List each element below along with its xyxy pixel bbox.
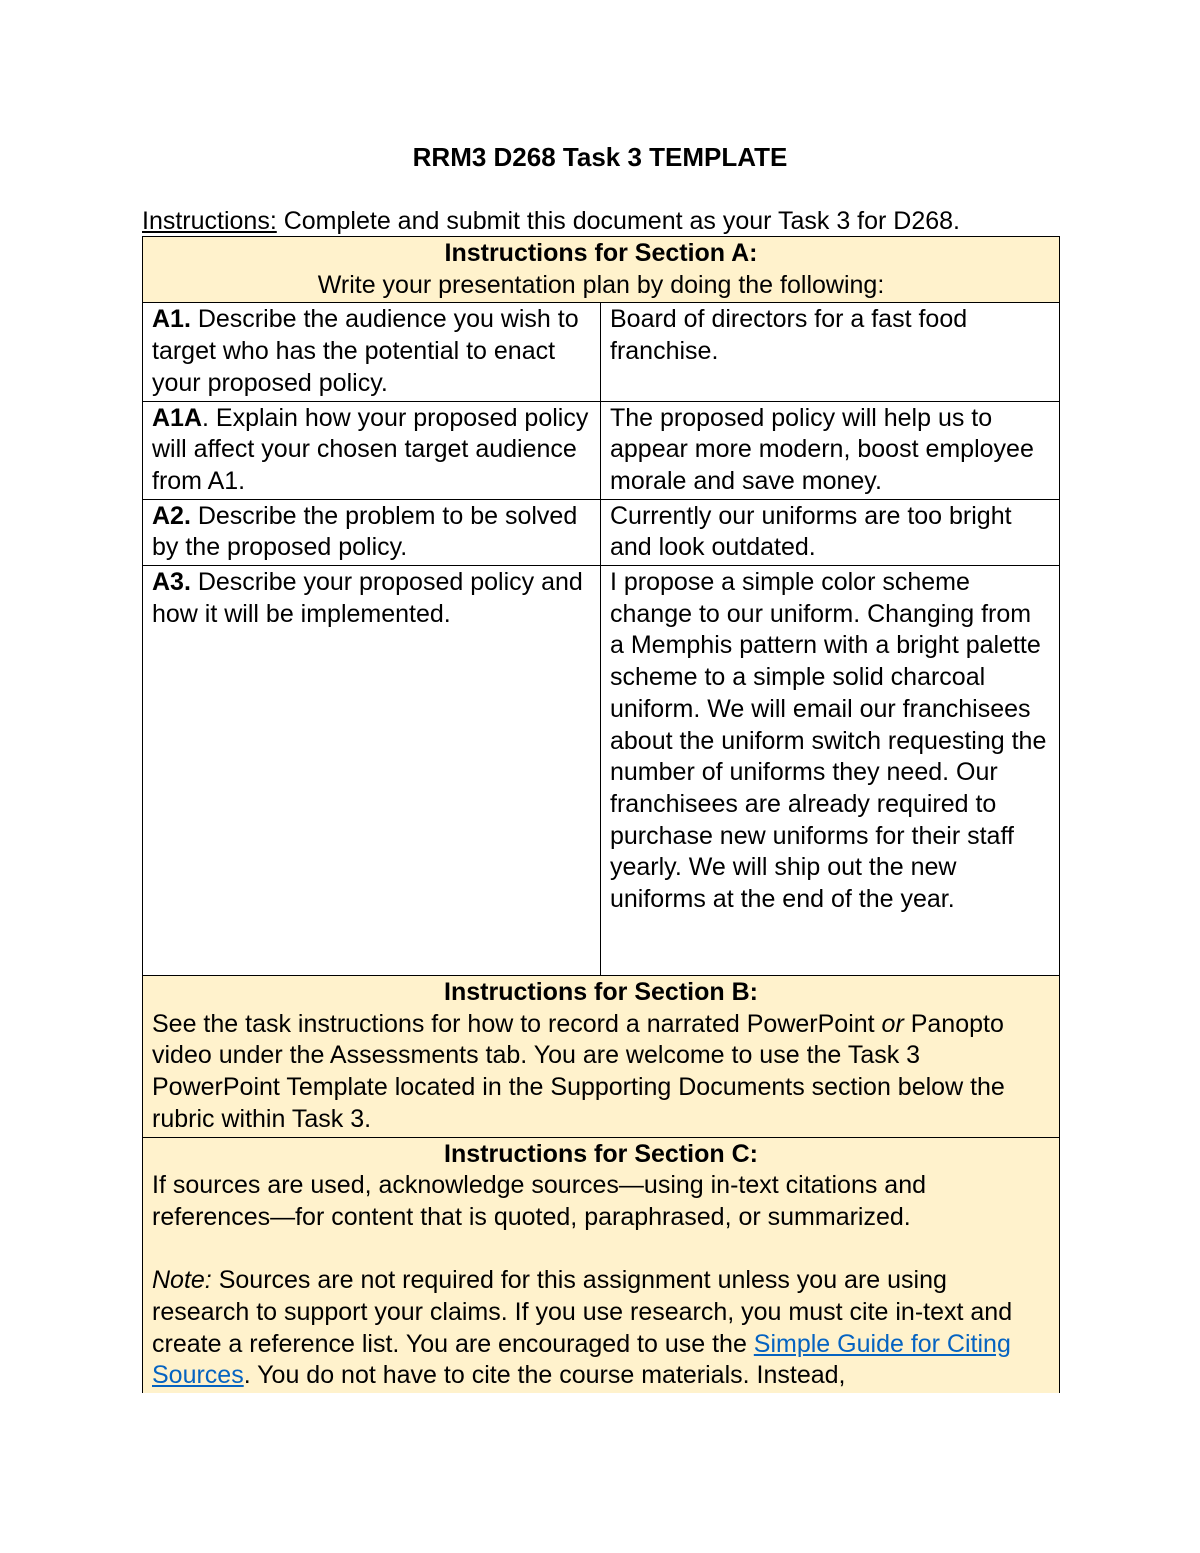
- section-b-text-part: Panopto video under the Assessments tab. You are welcome to use the Task 3 PowerPoint Template located in the Supporting Documents section below the rubric within Task 3.: [152, 1009, 1005, 1133]
- answer-cell[interactable]: Currently our uniforms are too bright and look outdated.: [601, 499, 1060, 565]
- prompt-label: A3.: [152, 568, 191, 597]
- answer-cell[interactable]: The proposed policy will help us to appear more modern, boost employee morale and save money.: [601, 401, 1060, 499]
- note-end-text: . You do not have to cite the course materials. Instead,: [243, 1361, 846, 1390]
- answer-cell[interactable]: Board of directors for a fast food franchise.: [601, 303, 1060, 401]
- prompt-label: A2.: [152, 501, 191, 530]
- instructions-text: Complete and submit this document as your Task 3 for D268.: [276, 207, 960, 235]
- section-c-row: [143, 1137, 1060, 1393]
- instructions-line: [142, 205, 1062, 237]
- section-a-subheading: Write your presentation plan by doing the following:: [317, 270, 885, 299]
- instructions-label: Instructions:: [142, 207, 277, 235]
- section-b-cell: [143, 976, 1060, 1138]
- template-table: [142, 236, 1060, 1393]
- prompt-text: Describe your proposed policy and how it will be implemented.: [152, 568, 583, 628]
- prompt-text: Describe the audience you wish to target who has the potential to enact your proposed policy.: [152, 305, 579, 397]
- document-title: RRM3 D268 Task 3 TEMPLATE: [412, 142, 788, 172]
- table-row: [143, 566, 1060, 976]
- prompt-cell: [143, 499, 601, 565]
- prompt-cell: [143, 566, 601, 976]
- table-row: [143, 303, 1060, 401]
- table-row: [143, 401, 1060, 499]
- note-label: Note:: [152, 1266, 212, 1295]
- section-b-or: or: [881, 1009, 904, 1038]
- section-c-para: If sources are used, acknowledge sources—using in-text citations and references—for content that is quoted, paraphrased, or summarized.: [152, 1171, 927, 1231]
- prompt-label: A1.: [152, 305, 191, 334]
- citing-guide-link[interactable]: Simple Guide for Citing Sources: [152, 1329, 1011, 1390]
- section-b-text-part: See the task instructions for how to record a narrated PowerPoint: [152, 1009, 882, 1038]
- section-b-row: [143, 976, 1060, 1138]
- prompt-label: A1A: [152, 403, 203, 432]
- section-c-heading: Instructions for Section C:: [444, 1139, 758, 1168]
- prompt-text: Describe the problem to be solved by the proposed policy.: [152, 501, 578, 562]
- section-a-heading: Instructions for Section A:: [444, 239, 758, 267]
- blank-line: [152, 1234, 1050, 1266]
- section-c-note: [152, 1265, 1050, 1392]
- prompt-text: . Explain how your proposed policy will affect your chosen target audience from A1.: [152, 403, 589, 495]
- note-text: Sources are not required for this assignment unless you are using research to support your claims. If you use research, you must cite in-text and create a reference list. You are encouraged to use the: [152, 1266, 1013, 1358]
- section-a-header: [143, 237, 1060, 303]
- answer-cell[interactable]: I propose a simple color scheme change to our uniform. Changing from a Memphis pattern with a bright palette scheme to a simple solid charcoal uniform. We will email our franchisees about the uniform switch requesting the number of uniforms they need. Our franchisees are already required to purchase new uniforms for their staff yearly. We will ship out the new uniforms at the end of the year.: [601, 566, 1060, 976]
- section-b-heading: Instructions for Section B:: [444, 978, 758, 1007]
- section-c-cell: [143, 1137, 1060, 1393]
- section-b-text: [152, 1009, 1050, 1136]
- prompt-cell: [143, 401, 601, 499]
- section-a-header-row: [143, 237, 1060, 303]
- prompt-cell: [143, 303, 601, 401]
- table-row: [143, 499, 1060, 565]
